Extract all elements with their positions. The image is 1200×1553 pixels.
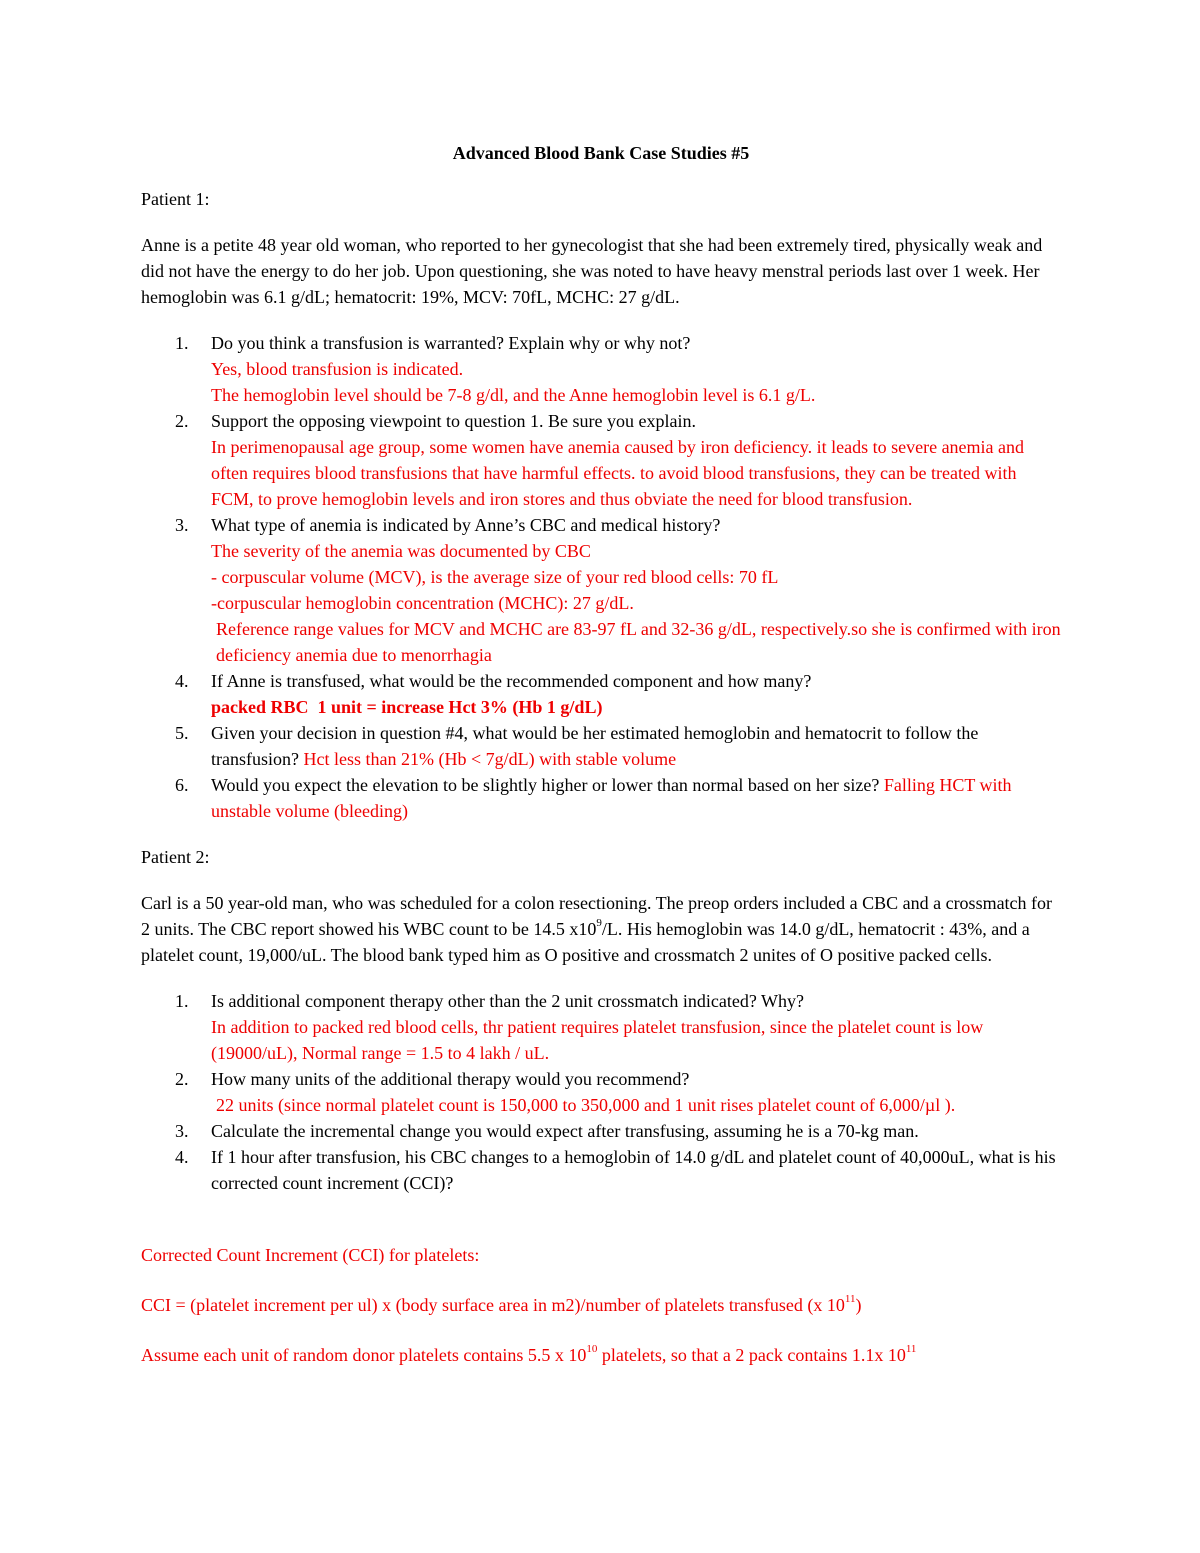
- question-text: How many units of the additional therapy would you recommend?: [211, 1069, 690, 1089]
- list-item: 3. Calculate the incremental change you would expect after transfusing, assuming he is a 70-kg man.: [141, 1118, 1061, 1144]
- question-text: If Anne is transfused, what would be the recommended component and how many?: [211, 671, 812, 691]
- document-page: [141, 140, 1061, 1368]
- answer-text: Reference range values for MCV and MCHC are 83-97 fL and 32-36 g/dL, respectively.so she is confirmed with iron deficiency anemia due to menorrhagia: [216, 619, 1061, 665]
- answer-text: packed RBC 1 unit = increase Hct 3% (Hb 1 g/dL): [211, 697, 603, 717]
- question-text: Given your decision in question #4, what would be her estimated hemoglobin and hematocrit to follow the transfusion?: [211, 723, 979, 769]
- list-item: 4. If 1 hour after transfusion, his CBC changes to a hemoglobin of 14.0 g/dL and platelet count of 40,000uL, what is his corrected count increment (CCI)?: [141, 1144, 1061, 1196]
- answer-text: In perimenopausal age group, some women have anemia caused by iron deficiency. it leads to severe anemia and often requires blood transfusions that have harmful effects. to avoid blood transfusions, they can be treated with FCM, to prove hemoglobin levels and iron stores and thus obviate the need for blood transfusion.: [211, 437, 1025, 509]
- question-text: Would you expect the elevation to be slightly higher or lower than normal based on her size?: [211, 775, 880, 795]
- list-item: 3. What type of anemia is indicated by Anne’s CBC and medical history? The severity of the anemia was documented by CBC - corpuscular volume (MCV), is the average size of your red blood cells: 70 fL -corpuscular hemoglobin concentration (MCHC): 27 g/dL. Reference range values for MCV and MCHC are 83-97 fL and 32-36 g/dL, respectively.so she is confirmed with iron deficiency anemia due to menorrhagia: [141, 512, 1061, 668]
- answer-text: Hct less than 21% (Hb < 7g/dL) with stable volume: [303, 749, 677, 769]
- list-item: 6. Would you expect the elevation to be slightly higher or lower than normal based on her size? Falling HCT with unstable volume (bleeding): [175, 775, 1012, 821]
- answer-text: Yes, blood transfusion is indicated.: [211, 359, 464, 379]
- question-text: If 1 hour after transfusion, his CBC changes to a hemoglobin of 14.0 g/dL and platelet count of 40,000uL, what is his corrected count increment (CCI)?: [211, 1147, 1056, 1193]
- question-text: Is additional component therapy other than the 2 unit crossmatch indicated? Why?: [211, 991, 804, 1011]
- list-item: 2. Support the opposing viewpoint to question 1. Be sure you explain. In perimenopausal age group, some women have anemia caused by iron deficiency. it leads to severe anemia and often requires blood transfusions that have harmful effects. to avoid blood transfusions, they can be treated with FCM, to prove hemoglobin levels and iron stores and thus obviate the need for blood transfusion.: [141, 408, 1061, 512]
- list-item: 1. Do you think a transfusion is warranted? Explain why or why not? Yes, blood transfusion is indicated. The hemoglobin level should be 7-8 g/dl, and the Anne hemoglobin level is 6.1 g/L.: [141, 330, 1061, 408]
- question-text: What type of anemia is indicated by Anne’s CBC and medical history?: [211, 515, 721, 535]
- answer-text: -corpuscular hemoglobin concentration (MCHC): 27 g/dL.: [211, 593, 634, 613]
- list-item: 1. Is additional component therapy other than the 2 unit crossmatch indicated? Why? In addition to packed red blood cells, thr patient requires platelet transfusion, since the platelet count is low (19000/uL), Normal range = 1.5 to 4 lakh / uL.: [141, 988, 1061, 1066]
- patient2-heading: Patient 2:: [141, 847, 210, 867]
- answer-text: In addition to packed red blood cells, thr patient requires platelet transfusion, since the platelet count is low (19000/uL), Normal range = 1.5 to 4 lakh / uL.: [211, 1017, 984, 1063]
- document-title: Advanced Blood Bank Case Studies #5: [452, 143, 750, 163]
- answer-text: The severity of the anemia was documented by CBC: [211, 541, 591, 561]
- question-text: Support the opposing viewpoint to question 1. Be sure you explain.: [211, 411, 696, 431]
- list-item: 5. Given your decision in question #4, what would be her estimated hemoglobin and hematocrit to follow the transfusion? Hct less than 21% (Hb < 7g/dL) with stable volume: [175, 723, 979, 769]
- cci-formula: CCI = (platelet increment per ul) x (body surface area in m2)/number of platelets transfused (x $10^{11}$): [141, 1293, 862, 1315]
- list-item: 4. If Anne is transfused, what would be the recommended component and how many? packed RBC 1 unit = increase Hct 3% (Hb 1 g/dL): [141, 668, 1061, 720]
- cci-assumption: Assume each unit of random donor platelets contains 5.5 x $10^{10}$ platelets, so that a 2 pack contains 1.1x $10^{11}$: [141, 1343, 917, 1365]
- answer-text: 22 units (since normal platelet count is 150,000 to 350,000 and 1 unit rises platelet count of 6,000/µl ).: [216, 1095, 956, 1115]
- patient1-intro: Anne is a petite 48 year old woman, who reported to her gynecologist that she had been extremely tired, physically weak and did not have the energy to do her job. Upon questioning, she was noted to have heavy menstral periods last over 1 week. Her hemoglobin was 6.1 g/dL; hematocrit: 19%, MCV: 70fL, MCHC: 27 g/dL.: [141, 235, 1043, 307]
- patient1-question-list: [141, 330, 1061, 824]
- answer-text: The hemoglobin level should be 7-8 g/dl, and the Anne hemoglobin level is 6.1 g/L.: [211, 385, 816, 405]
- answer-text: Falling HCT with unstable volume (bleeding): [211, 775, 1012, 821]
- patient2-intro: Carl is a 50 year-old man, who was scheduled for a colon resectioning. The preop orders included a CBC and a crossmatch for 2 units. The CBC report showed his WBC count to be 14.5 $x10^9/L$. His hemoglobin was 14.0 g/dL, hematocrit : 43%, and a platelet count, 19,000/uL. The blood bank typed him as O positive and crossmatch 2 unites of O positive packed cells.: [141, 893, 1053, 965]
- patient1-heading: Patient 1:: [141, 189, 210, 209]
- patient2-question-list: [141, 988, 1061, 1196]
- answer-text: - corpuscular volume (MCV), is the average size of your red blood cells: 70 fL: [211, 567, 779, 587]
- question-text: Calculate the incremental change you would expect after transfusing, assuming he is a 70-kg man.: [211, 1121, 919, 1141]
- question-text: Do you think a transfusion is warranted? Explain why or why not?: [211, 333, 691, 353]
- cci-heading: Corrected Count Increment (CCI) for platelets:: [141, 1245, 480, 1265]
- list-item: 2. How many units of the additional therapy would you recommend? 22 units (since normal platelet count is 150,000 to 350,000 and 1 unit rises platelet count of 6,000/µl ).: [141, 1066, 1061, 1118]
